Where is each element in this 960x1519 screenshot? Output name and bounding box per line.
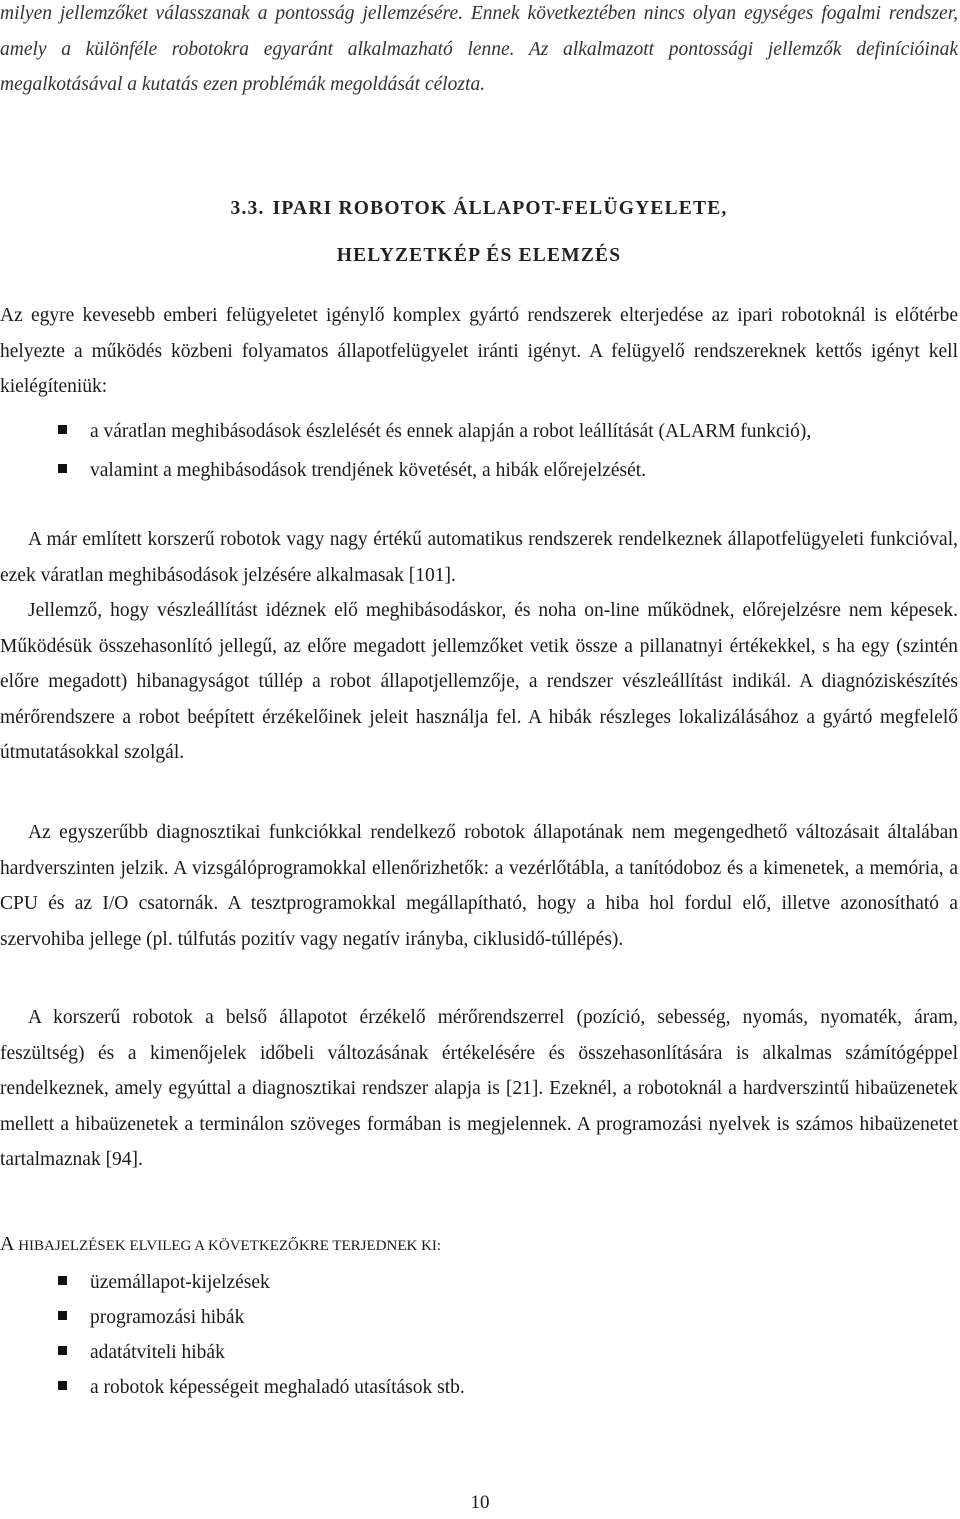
list-item: programozási hibák	[0, 1300, 958, 1335]
intro-paragraph: milyen jellemzőket válasszanak a pontosság jellemzésére. Ennek következtében nincs olyan egységes fogalmi rendszer, amely a különféle robotokra egyaránt alkalmazható lenne. Az alkalmazott pontossági jellemzők definícióinak megalkotásával a kutatás ezen problémák megoldását célozta.	[0, 3, 958, 95]
section-heading-line1	[0, 185, 958, 232]
paragraph-monitoring-need: Az egyre kevesebb emberi felügyeletet igénylő komplex gyártó rendszerek elterjedése az ipari robotoknál is előtérbe helyezte a működés közbeni folyamatos állapotfelügyelet iránti igényt. A felügyelő rendszereknek kettős igényt kell kielégíteniük:	[0, 305, 958, 397]
paragraph-simple-diagnostics: Az egyszerűbb diagnosztikai funkciókkal rendelkező robotok állapotának nem megengedhető változásait általában hardverszinten jelzik. A vizsgálóprogramokkal ellenőrizhetők: a vezérlőtábla, a tanítódoboz és a kimenetek, a memória, a CPU és az I/O csatornák. A tesztprogramokkal megállapítható, hogy a hiba hol fordul elő, illetve azonosítható a szervohiba jellege (pl. túlfutás pozitív vagy negatív irányba, ciklusidő-túllépés).	[0, 822, 958, 950]
requirements-list	[0, 414, 958, 488]
list-item: üzemállapot-kijelzések	[0, 1265, 958, 1300]
paragraph-advanced-robots: A korszerű robotok a belső állapotot érzékelő mérőrendszerrel (pozíció, sebesség, nyomás, nyomaték, áram, feszültség) és a kimenőjelek időbeli változásának értékelésére és összehasonlítására is alkalmas számítógéppel rendelkeznek, amely egyúttal a diagnosztikai rendszer alapja is [21]. Ezeknél, a robotoknál a hardverszintű hibaüzenetek mellett a hibaüzenetek a terminálon szöveges formában is megjelennek. A programozási nyelvek is számos hibaüzenetet tartalmaznak [94].	[0, 1007, 958, 1170]
list-item: adatátviteli hibák	[0, 1335, 958, 1370]
section-heading	[0, 185, 958, 279]
list-item: a váratlan meghibásodások észlelését és ennek alapján a robot leállítását (ALARM funkció),	[0, 414, 958, 449]
paragraph-modern-robots: A már említett korszerű robotok vagy nagy értékű automatikus rendszerek rendelkeznek állapotfelügyeleti funkcióval, ezek váratlan meghibásodások jelzésére alkalmasak [101].	[0, 529, 958, 586]
paragraph-emergency-stop: Jellemző, hogy vészleállítást idéznek elő meghibásodáskor, és noha on-line működnek, előrejelzésre nem képesek. Működésük összehasonlító jellegű, az előre megadott jellemzőket vetik össze a pillanatnyi értékekkel, s ha egy (szintén előre megadott) hibanagyságot túllép a robot állapotjellemzője, a rendszer vészleállítást indikál. A diagnóziskészítés mérőrendszere a robot beépített érzékelőinek jeleit használja fel. A hibák részleges lokalizálásához a gyártó megfelelő útmutatásokkal szolgál.	[0, 600, 958, 763]
list-heading	[0, 1227, 958, 1264]
list-heading-initial: A	[0, 1233, 15, 1255]
list-item: a robotok képességeit meghaladó utasítások stb.	[0, 1370, 958, 1405]
list-item: valamint a meghibásodások trendjének követését, a hibák előrejelzését.	[0, 453, 958, 488]
list-heading-rest: HIBAJELZÉSEK ELVILEG A KÖVETKEZŐKRE TERJEDNEK KI:	[14, 1238, 442, 1254]
section-title-line1: IPARI ROBOTOK ÁLLAPOT-FELÜGYELETE,	[272, 198, 728, 219]
error-signal-list	[0, 1265, 958, 1405]
section-title-line2: HELYZETKÉP ÉS ELEMZÉS	[336, 245, 622, 266]
page-number: 10	[470, 1492, 490, 1513]
section-number: 3.3.	[230, 198, 265, 219]
